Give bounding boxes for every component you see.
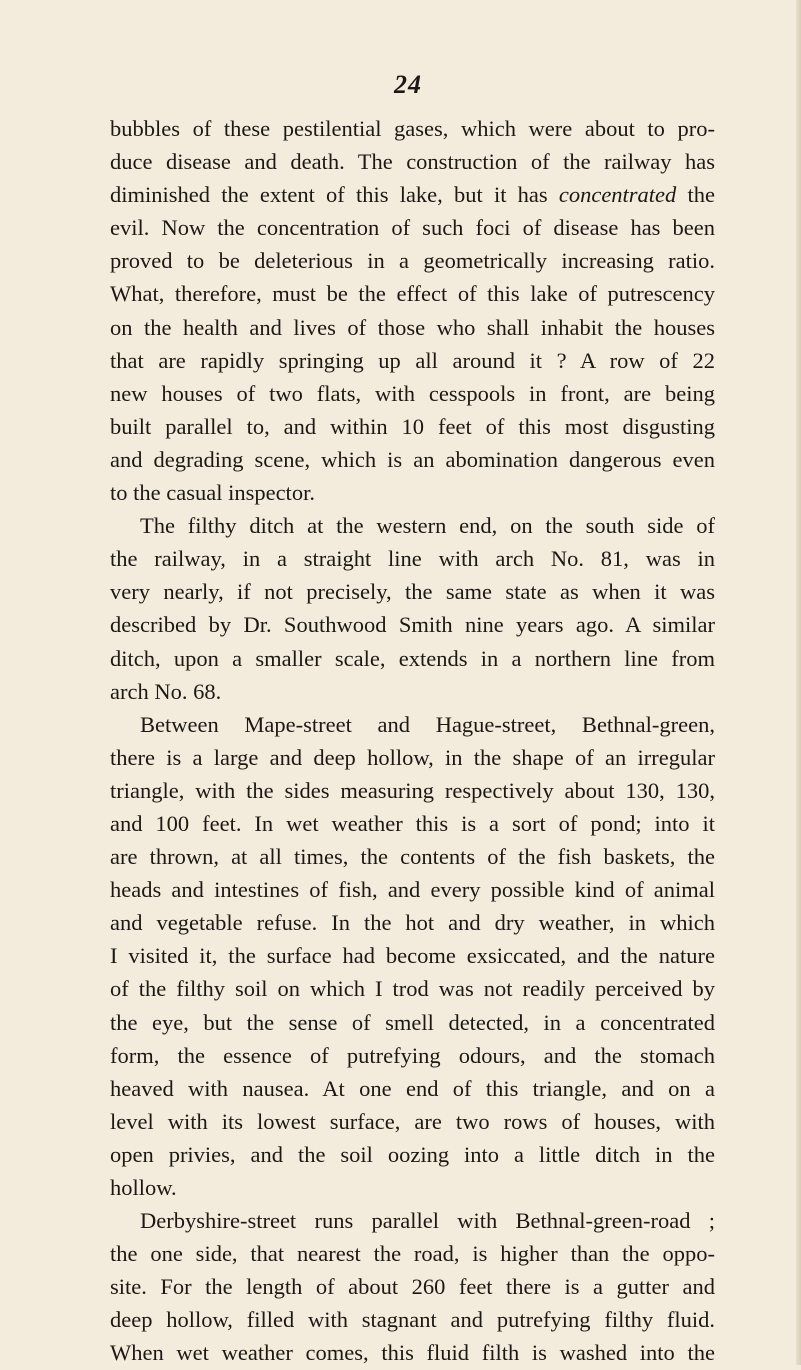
text-line: The filthy ditch at the western end, on the south side of	[140, 513, 715, 539]
text-line: there is a large and deep hollow, in the shape of an irregular	[110, 744, 715, 770]
text-line: hollow.	[110, 1175, 177, 1200]
text-line: on the health and lives of those who shall inhabit the houses	[110, 314, 715, 340]
text-line: built parallel to, and within 10 feet of this most disgusting	[110, 413, 715, 439]
text-line: I visited it, the surface had become exsiccated, and the nature	[110, 943, 715, 969]
text-line: and degrading scene, which is an abomination dangerous even	[110, 446, 715, 472]
text-line-with-emphasis	[110, 178, 715, 211]
text-line: Between Mape-street and Hague-street, Bethnal-green,	[140, 711, 715, 737]
text-line: of the filthy soil on which I trod was not readily perceived by	[110, 976, 715, 1002]
text-fragment: diminished the extent of this lake, but it has	[110, 182, 548, 208]
text-line: deep hollow, filled with stagnant and putrefying filthy fluid.	[110, 1307, 715, 1333]
text-line: the railway, in a straight line with arch No. 81, was in	[110, 546, 715, 572]
italic-emphasis: concentrated	[558, 182, 677, 208]
text-line: arch No. 68.	[110, 678, 222, 704]
text-line: heads and intestines of fish, and every possible kind of animal	[110, 877, 715, 903]
text-line: ditch, upon a smaller scale, extends in a northern line from	[110, 645, 715, 671]
text-line: that are rapidly springing up all around it ? A row of 22	[110, 347, 715, 373]
text-line: What, therefore, must be the effect of this lake of putrescency	[110, 281, 715, 307]
text-line: bubbles of these pestilential gases, which were about to pro-	[110, 116, 715, 141]
text-line: duce disease and death. The construction of the railway has	[110, 149, 715, 175]
text-line: form, the essence of putrefying odours, and the stomach	[110, 1042, 715, 1068]
text-line: Derbyshire-street runs parallel with Bethnal-green-road ;	[140, 1208, 715, 1234]
text-line: heaved with nausea. At one end of this triangle, and on a	[110, 1075, 715, 1101]
page-edge	[796, 0, 801, 1365]
text-line: are thrown, at all times, the contents of the fish baskets, the	[110, 844, 715, 870]
text-line: site. For the length of about 260 feet there is a gutter and	[110, 1274, 715, 1300]
text-line: to the casual inspector.	[110, 480, 315, 506]
text-line: very nearly, if not precisely, the same state as when it was	[110, 579, 715, 605]
text-fragment: the	[687, 182, 715, 208]
text-line: evil. Now the concentration of such foci of disease has been	[110, 215, 715, 241]
text-line: and vegetable refuse. In the hot and dry weather, in which	[110, 910, 715, 936]
page-number: 24	[394, 70, 422, 99]
text-line: the eye, but the sense of smell detected, in a concentrated	[110, 1009, 715, 1035]
text-line: new houses of two flats, with cesspools in front, are being	[110, 380, 715, 406]
text-line: level with its lowest surface, are two rows of houses, with	[110, 1108, 715, 1134]
text-line: the one side, that nearest the road, is higher than the oppo-	[110, 1241, 715, 1267]
body-text	[110, 112, 715, 1370]
text-line: triangle, with the sides measuring respectively about 130, 130,	[110, 777, 715, 803]
text-line: When wet weather comes, this fluid filth is washed into the	[110, 1340, 715, 1366]
text-line: open privies, and the soil oozing into a little ditch in the	[110, 1141, 715, 1167]
text-line: and 100 feet. In wet weather this is a sort of pond; into it	[110, 810, 715, 836]
text-line: proved to be deleterious in a geometrically increasing ratio.	[110, 248, 715, 274]
text-line: described by Dr. Southwood Smith nine years ago. A similar	[110, 612, 715, 638]
